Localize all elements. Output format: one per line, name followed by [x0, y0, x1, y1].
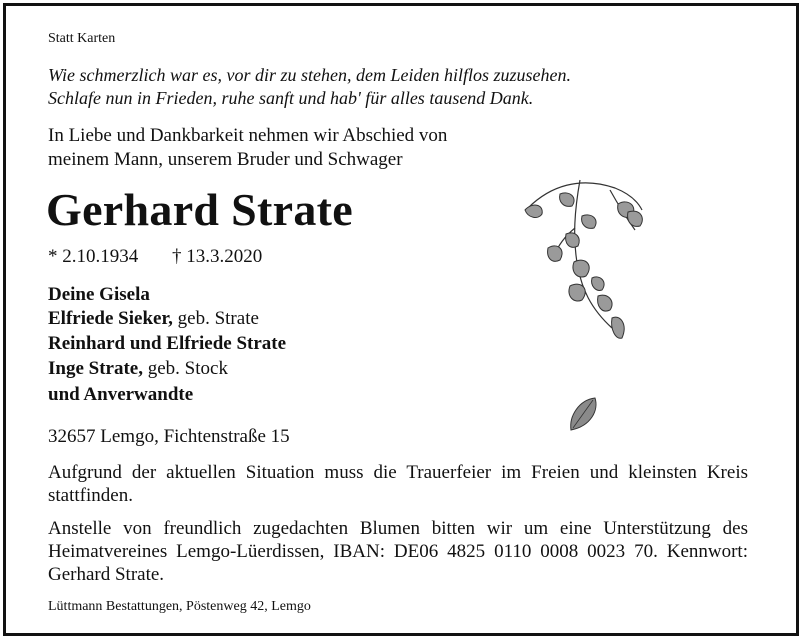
- mourner-note: geb. Strate: [172, 308, 259, 329]
- deceased-name: Gerhard Strate: [46, 184, 353, 235]
- mourner-name: Deine Gisela: [48, 284, 150, 305]
- mourner-name: Reinhard und Elfriede Strate: [48, 333, 287, 354]
- mourner-name: Elfriede Sieker,: [48, 308, 173, 329]
- mourner-line: [48, 357, 228, 380]
- death-date: † 13.3.2020: [172, 246, 263, 267]
- address: 32657 Lemgo, Fichtenstraße 15: [48, 426, 290, 447]
- intro-line-1: In Liebe und Dankbarkeit nehmen wir Abschied von: [48, 125, 448, 146]
- mourner-name: und Anverwandte: [48, 384, 194, 405]
- notice-donation: Anstelle von freundlich zugedachten Blumen bitten wir um eine Unterstützung des Heimatvereines Lemgo-Lüerdissen, IBAN: DE06 4825 0110 0008 0023 70. Kennwort: Gerhard Strate.: [48, 518, 748, 585]
- notice-ceremony: Aufgrund der aktuellen Situation muss die Trauerfeier im Freien und kleinsten Kreis stattfinden.: [48, 462, 748, 506]
- mourner-line: [48, 332, 286, 355]
- mourner-line: [48, 283, 150, 306]
- birth-date: * 2.10.1934: [48, 246, 139, 267]
- intro-line-2: meinem Mann, unserem Bruder und Schwager: [48, 149, 403, 170]
- mourner-note: geb. Stock: [142, 358, 228, 379]
- mourner-name: Inge Strate,: [48, 358, 143, 379]
- mourner-line: [48, 383, 193, 406]
- motto-line-2: Schlafe nun in Frieden, ruhe sanft und hab' für alles tausend Dank.: [48, 88, 534, 108]
- falling-leaf-icon: [565, 392, 605, 436]
- statt-karten-label: Statt Karten: [48, 31, 116, 46]
- funeral-home: Lüttmann Bestattungen, Pöstenweg 42, Lemgo: [48, 599, 311, 614]
- mourner-line: [48, 307, 259, 330]
- birch-branch-icon: [520, 168, 650, 358]
- motto-line-1: Wie schmerzlich war es, vor dir zu stehen, dem Leiden hilflos zuzusehen.: [48, 65, 571, 85]
